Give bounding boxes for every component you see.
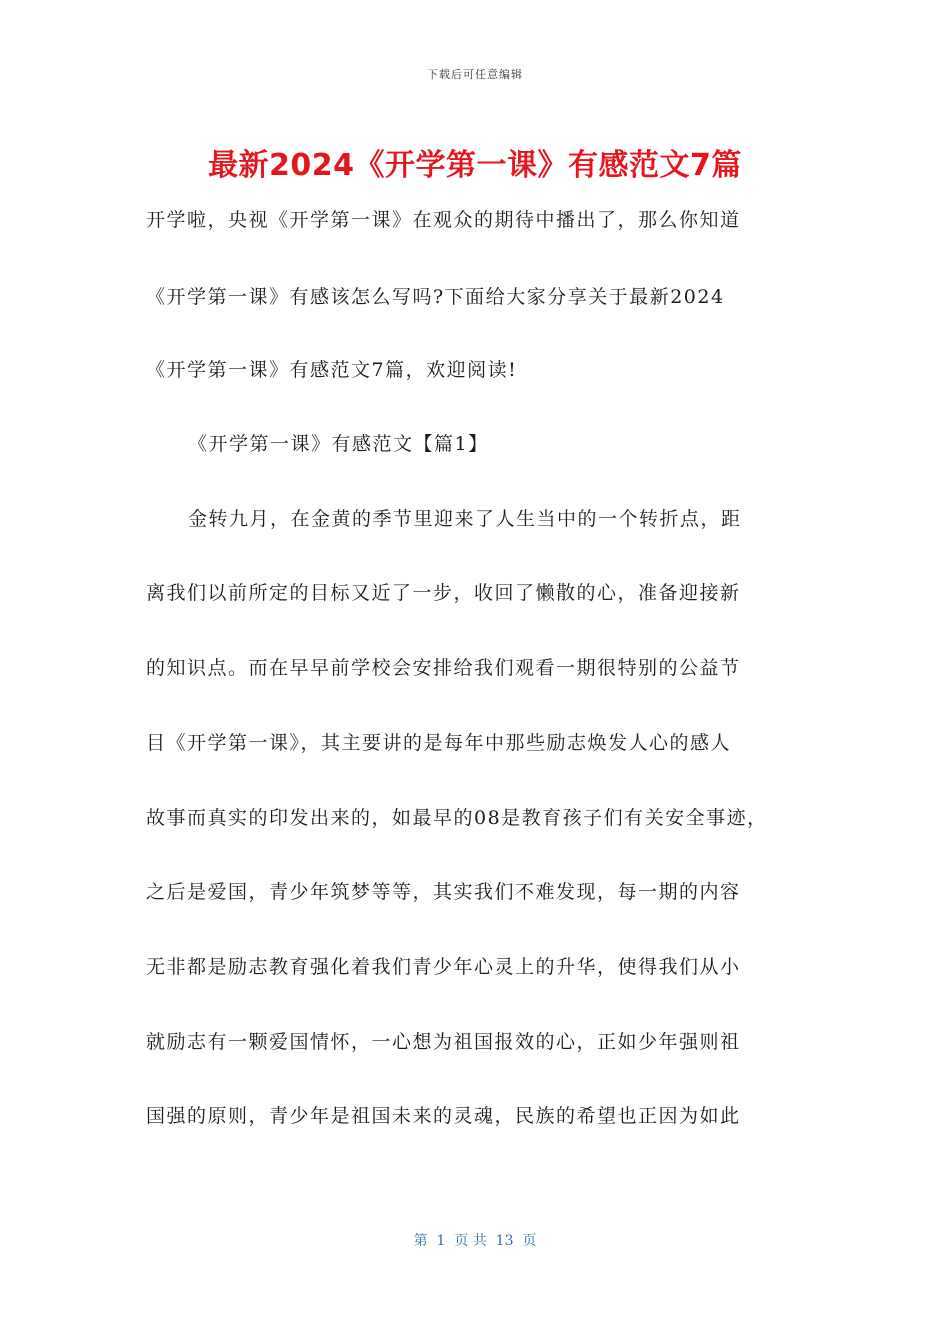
page-footer: 第 1 页 共 13 页 — [413, 1233, 537, 1249]
body-line: 之后是爱国，青少年筑梦等等，其实我们不难发现，每一期的内容 — [146, 881, 741, 903]
header-note: 下载后可任意编辑 — [427, 68, 523, 81]
intro-line: 《开学第一课》有感该怎么写吗?下面给大家分享关于最新2024 — [146, 286, 725, 308]
intro-line: 《开学第一课》有感范文7篇，欢迎阅读! — [146, 359, 518, 381]
intro-line: 开学啦，央视《开学第一课》在观众的期待中播出了，那么你知道 — [146, 209, 741, 231]
body-line: 金转九月，在金黄的季节里迎来了人生当中的一个转折点，距 — [188, 508, 742, 530]
body-line: 国强的原则，青少年是祖国未来的灵魂，民族的希望也正因为如此 — [146, 1105, 741, 1127]
body-line: 的知识点。而在早早前学校会安排给我们观看一期很特别的公益节 — [146, 657, 741, 679]
body-line: 就励志有一颗爱国情怀，一心想为祖国报效的心，正如少年强则祖 — [146, 1031, 741, 1053]
document-title: 最新2024《开学第一课》有感范文7篇 — [208, 148, 742, 183]
body-line: 离我们以前所定的目标又近了一步，收回了懒散的心，准备迎接新 — [146, 582, 741, 604]
section-heading: 《开学第一课》有感范文【篇1】 — [188, 433, 489, 455]
body-line: 无非都是励志教育强化着我们青少年心灵上的升华，使得我们从小 — [146, 956, 741, 978]
body-line: 故事而真实的印发出来的，如最早的08是教育孩子们有关安全事迹， — [146, 807, 768, 829]
body-line: 目《开学第一课》，其主要讲的是每年中那些励志焕发人心的感人 — [146, 732, 732, 754]
